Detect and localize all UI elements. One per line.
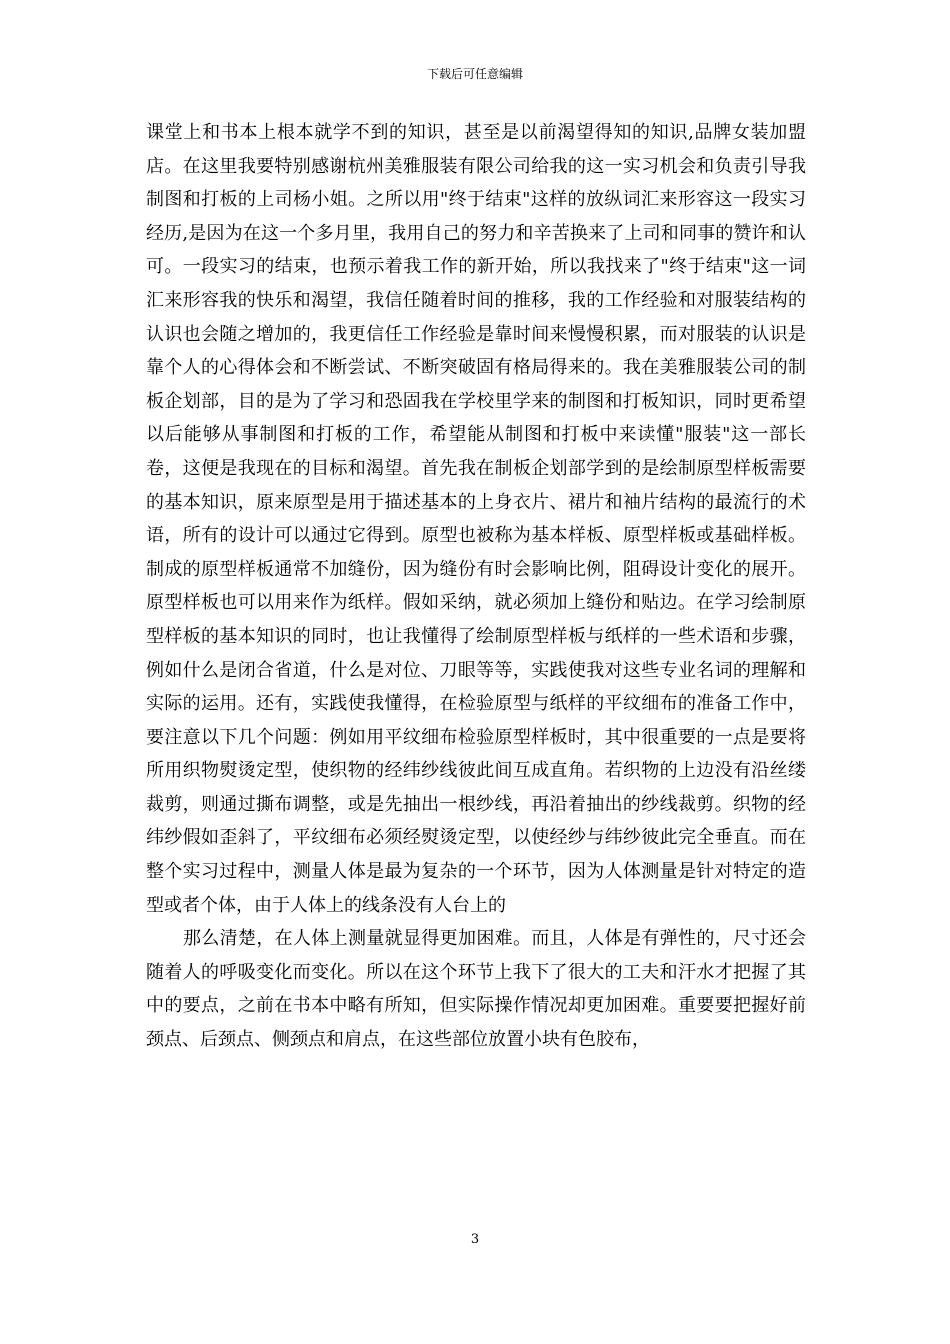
- document-body: [146, 116, 806, 1057]
- page-header: 下载后可任意编辑: [426, 67, 523, 81]
- paragraph-2: 那么清楚，在人体上测量就显得更加困难。而且，人体是有弹性的，尺寸还会随着人的呼吸变化而变化。所以在这个环节上我下了很大的工夫和汗水才把握了其中的要点，之前在书本中略有所知，但实际操作情况却更加困难。重要要把握好前颈点、后颈点、侧颈点和肩点，在这些部位放置小块有色胶布，: [146, 928, 806, 1051]
- page-number: 3: [470, 1232, 480, 1247]
- paragraph-1: 课堂上和书本上根本就学不到的知识，甚至是以前渴望得知的知识,品牌女装加盟店。在这里我要特别感谢杭州美雅服装有限公司给我的这一实习机会和负责引导我制图和打板的上司杨小姐。之所以用"终于结束"这样的放纵词汇来形容这一段实习经历,是因为在这一个多月里，我用自己的努力和辛苦换来了上司和同事的赞许和认可。一段实习的结束，也预示着我工作的新开始，所以我找来了"终于结束"这一词汇来形容我的快乐和渴望，我信任随着时间的推移，我的工作经验和对服装结构的认识也会随之增加的，我更信任工作经验是靠时间来慢慢积累，而对服装的认识是靠个人的心得体会和不断尝试、不断突破固有格局得来的。我在美雅服装公司的制板企划部，目的是为了学习和恐固我在学校里学来的制图和打板知识，同时更希望以后能够从事制图和打板的工作，希望能从制图和打板中来读懂"服装"这一部长卷，这便是我现在的目标和渴望。首先我在制板企划部学到的是绘制原型样板需要的基本知识，原来原型是用于描述基本的上身衣片、裙片和袖片结构的最流行的术语，所有的设计可以通过它得到。原型也被称为基本样板、原型样板或基础样板。制成的原型样板通常不加缝份，因为缝份有时会影响比例，阻碍设计变化的展开。原型样板也可以用来作为纸样。假如采纳，就必须加上缝份和贴边。在学习绘制原型样板的基本知识的同时，也让我懂得了绘制原型样板与纸样的一些术语和步骤，例如什么是闭合省道，什么是对位、刀眼等等，实践使我对这些专业名词的理解和实际的运用。还有，实践使我懂得，在检验原型与纸样的平纹细布的准备工作中，要注意以下几个问题：例如用平纹细布检验原型样板时，其中很重要的一点是要将所用织物熨烫定型，使织物的经纬纱线彼此间互成直角。若织物的上边没有沿丝缕裁剪，则通过撕布调整，或是先抽出一根纱线，再沿着抽出的纱线裁剪。织物的经纬纱假如歪斜了，平纹细布必须经熨烫定型，以使经纱与纬纱彼此完全垂直。而在整个实习过程中，测量人体是最为复杂的一个环节，因为人体测量是针对特定的造型或者个体，由于人体上的线条没有人台上的: [146, 122, 806, 916]
